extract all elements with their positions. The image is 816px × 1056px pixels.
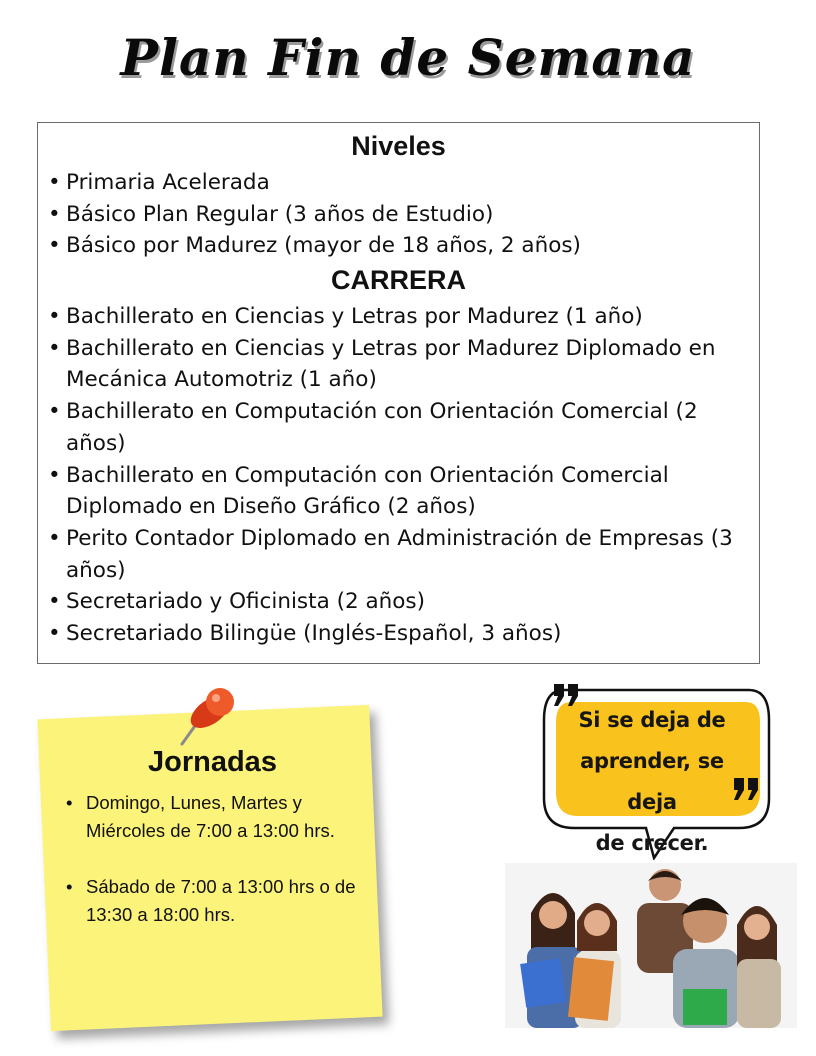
list-item: • Básico por Madurez (mayor de 18 años, 2 años) (48, 230, 745, 262)
list-item: • Perito Contador Diplomado en Administración de Empresas (3 años) (48, 523, 745, 586)
levels-box (37, 122, 760, 664)
list-item: • Bachillerato en Computación con Orientación Comercial (2 años) (48, 396, 745, 459)
carrera-heading: CARRERA (331, 265, 466, 295)
niveles-list (48, 167, 745, 262)
list-item: • Bachillerato en Ciencias y Letras por Madurez Diplomado en Mecánica Automotriz (1 año) (48, 333, 745, 396)
list-item: • Secretariado y Oficinista (2 años) (48, 586, 745, 618)
jornadas-list (64, 789, 364, 929)
page-title: Plan Fin de Semana (120, 28, 696, 87)
students-photo (505, 863, 797, 1028)
list-item: • Domingo, Lunes, Martes y Miércoles de 7:00 a 13:00 hrs. (64, 789, 364, 845)
quote-line-2: aprender, se deja (580, 749, 724, 814)
quote-line-3: de crecer. (595, 831, 709, 855)
list-item: • Bachillerato en Ciencias y Letras por Madurez (1 año) (48, 301, 745, 333)
quote-text (552, 700, 752, 864)
list-item: • Bachillerato en Computación con Orientación Comercial Diplomado en Diseño Gráfico (2 años) (48, 460, 745, 523)
carrera-list (48, 301, 745, 650)
jornadas-heading: Jornadas (148, 746, 277, 778)
list-item: • Básico Plan Regular (3 años de Estudio) (48, 199, 745, 231)
list-item: • Secretariado Bilingüe (Inglés-Español, 3 años) (48, 618, 745, 650)
niveles-heading: Niveles (351, 131, 446, 161)
list-item: • Sábado de 7:00 a 13:00 hrs o de 13:30 a 18:00 hrs. (64, 873, 364, 929)
list-item: • Primaria Acelerada (48, 167, 745, 199)
pushpin-icon (172, 686, 244, 750)
quote-line-1: Si se deja de (578, 708, 726, 732)
